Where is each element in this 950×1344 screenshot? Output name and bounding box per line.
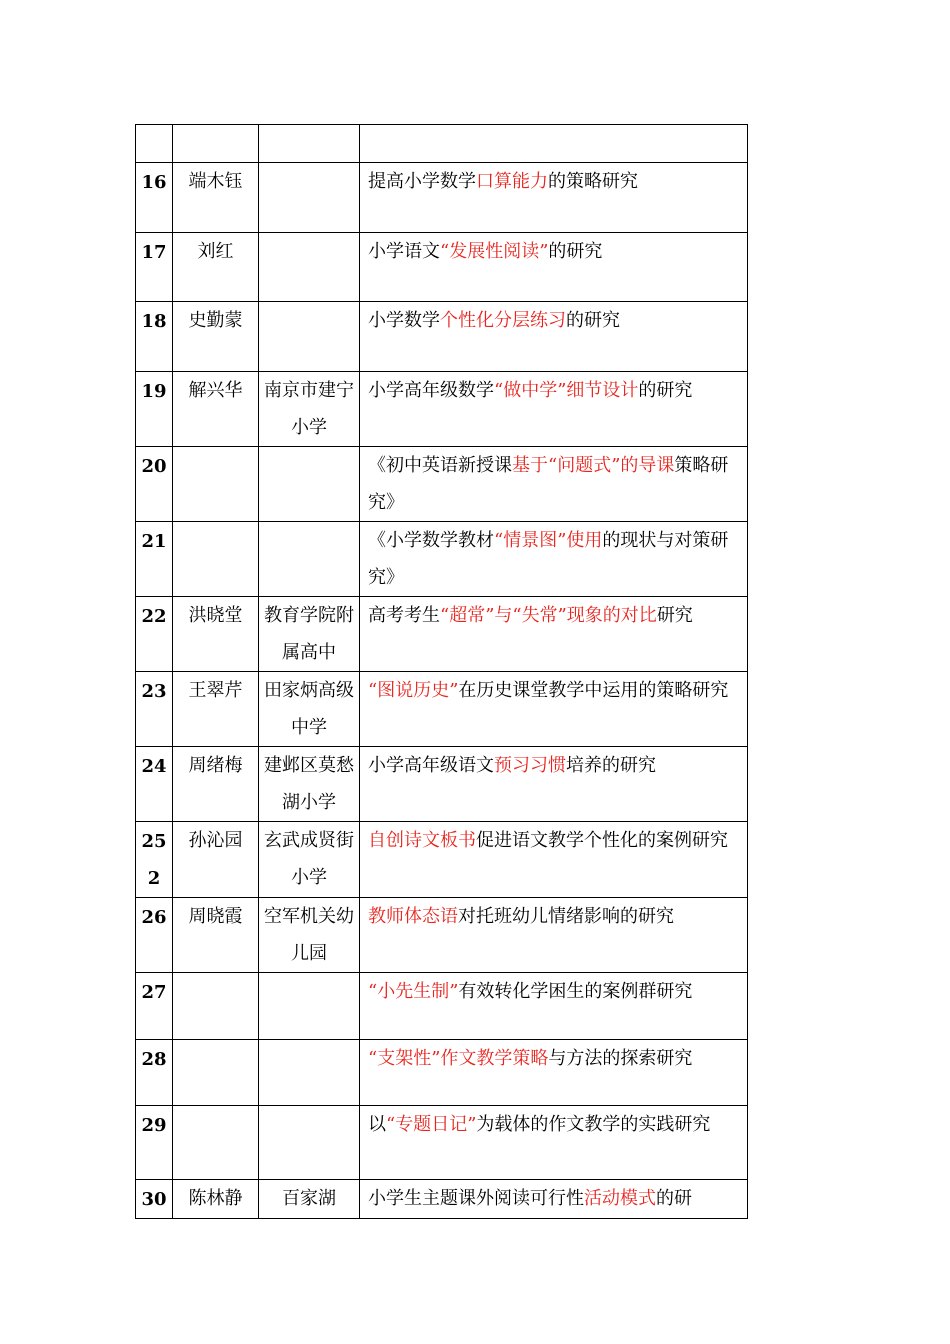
highlighted-keyword: “超常”与“失常”现象的对比 xyxy=(440,605,657,626)
researcher-name: 洪晓堂 xyxy=(173,597,259,672)
row-number xyxy=(136,747,173,822)
topic-text: 有效转化学困生的案例群研究 xyxy=(458,981,693,1002)
table-row xyxy=(136,163,748,233)
highlighted-keyword: “情景图”使用 xyxy=(494,530,603,551)
research-topic xyxy=(360,898,748,973)
row-number xyxy=(136,1106,173,1180)
row-number xyxy=(136,372,173,447)
school-unit xyxy=(259,1106,360,1180)
research-topic xyxy=(360,822,748,898)
row-number xyxy=(136,822,173,898)
topic-text: 小学高年级语文 xyxy=(368,755,494,776)
topic-text: 的策略研究 xyxy=(548,171,638,192)
table-row xyxy=(136,125,748,163)
topic-text: 的现状与对策研究》 xyxy=(368,530,729,588)
research-topic xyxy=(360,302,748,372)
topic-text: 提高小学数学 xyxy=(368,171,476,192)
school-unit: 教育学院附属高中 xyxy=(259,597,360,672)
row-number xyxy=(136,233,173,302)
highlighted-keyword: “做中学”细节设计 xyxy=(494,380,639,401)
school-unit xyxy=(259,447,360,522)
topic-text: 小学生主题课外阅读可行性 xyxy=(368,1188,584,1209)
research-topics-table xyxy=(135,124,748,1219)
school-unit: 南京市建宁小学 xyxy=(259,372,360,447)
table-body xyxy=(136,125,748,1219)
topic-text: 小学数学 xyxy=(368,310,440,331)
highlighted-keyword: “小先生制” xyxy=(368,981,459,1002)
highlighted-keyword: 预习习惯 xyxy=(494,755,566,776)
highlighted-keyword: 自创诗文板书 xyxy=(368,830,476,851)
row-number xyxy=(136,447,173,522)
topic-text: 的研究 xyxy=(638,380,693,401)
row-number-text: 20 xyxy=(141,456,167,477)
table-row xyxy=(136,898,748,973)
research-topic xyxy=(360,1106,748,1180)
researcher-name: 端木钰 xyxy=(173,163,259,233)
topic-text: 的研 xyxy=(656,1188,692,1209)
school-unit xyxy=(259,1040,360,1106)
row-number-text: 21 xyxy=(141,531,167,552)
highlighted-keyword: 个性化分层练习 xyxy=(440,310,566,331)
row-number xyxy=(136,522,173,597)
highlighted-keyword: 教师体态语 xyxy=(368,906,458,927)
research-topic xyxy=(360,597,748,672)
row-number-text: 22 xyxy=(141,606,167,627)
research-topic xyxy=(360,372,748,447)
highlighted-keyword: “图说历史” xyxy=(368,680,459,701)
school-unit: 玄武成贤街小学 xyxy=(259,822,360,898)
row-number-text: 26 xyxy=(141,907,167,928)
row-number xyxy=(136,973,173,1040)
research-topic xyxy=(360,973,748,1040)
researcher-name xyxy=(173,973,259,1040)
topic-text: 的研究 xyxy=(566,310,620,331)
researcher-name: 刘红 xyxy=(173,233,259,302)
row-number-text: 23 xyxy=(141,681,167,702)
table-row xyxy=(136,822,748,898)
row-number xyxy=(136,125,173,163)
row-number-text: 30 xyxy=(141,1189,167,1210)
research-topic xyxy=(360,163,748,233)
highlighted-keyword: 活动模式 xyxy=(584,1188,656,1209)
researcher-name: 王翠芹 xyxy=(173,672,259,747)
researcher-name xyxy=(173,1040,259,1106)
topic-text: 小学语文 xyxy=(368,241,440,262)
research-topic xyxy=(360,522,748,597)
topic-text: 对托班幼儿情绪影响的研究 xyxy=(458,906,674,927)
highlighted-keyword: “专题日记” xyxy=(386,1114,477,1135)
topic-text: 与方法的探索研究 xyxy=(548,1048,693,1069)
row-number-text: 16 xyxy=(141,172,167,193)
row-number-text: 28 xyxy=(141,1049,167,1070)
row-number-text: 17 xyxy=(141,242,167,263)
school-unit xyxy=(259,125,360,163)
row-number xyxy=(136,672,173,747)
researcher-name: 周绪梅 xyxy=(173,747,259,822)
research-topic xyxy=(360,1040,748,1106)
row-number-text: 19 xyxy=(141,381,167,402)
topic-text: 的研究 xyxy=(548,241,603,262)
row-number-text: 27 xyxy=(141,982,167,1003)
highlighted-keyword: “发展性阅读” xyxy=(440,241,549,262)
researcher-name xyxy=(173,125,259,163)
highlighted-keyword: “支架性”作文教学策略 xyxy=(368,1048,549,1069)
topic-text: 高考考生 xyxy=(368,605,440,626)
school-unit xyxy=(259,233,360,302)
row-number xyxy=(136,1040,173,1106)
research-topic xyxy=(360,233,748,302)
row-number-text: 18 xyxy=(141,311,167,332)
research-topic xyxy=(360,1180,748,1219)
row-number xyxy=(136,163,173,233)
researcher-name: 史勤蒙 xyxy=(173,302,259,372)
table-row xyxy=(136,302,748,372)
topic-text: 《初中英语新授课 xyxy=(368,455,512,476)
table-row xyxy=(136,747,748,822)
topic-text: 小学高年级数学 xyxy=(368,380,494,401)
table-row xyxy=(136,1180,748,1219)
highlighted-keyword: 口算能力 xyxy=(476,171,548,192)
topic-text: 以 xyxy=(368,1114,386,1135)
school-unit xyxy=(259,302,360,372)
researcher-name: 解兴华 xyxy=(173,372,259,447)
table-row xyxy=(136,597,748,672)
school-unit xyxy=(259,163,360,233)
school-unit: 空军机关幼儿园 xyxy=(259,898,360,973)
school-unit: 建邺区莫愁湖小学 xyxy=(259,747,360,822)
researcher-name xyxy=(173,447,259,522)
researcher-name: 周晓霞 xyxy=(173,898,259,973)
table-row xyxy=(136,522,748,597)
row-number-text: 29 xyxy=(141,1115,167,1136)
row-number xyxy=(136,597,173,672)
research-topic xyxy=(360,125,748,163)
table-row xyxy=(136,447,748,522)
table-row xyxy=(136,672,748,747)
topic-text: 促进语文教学个性化的案例研究 xyxy=(476,830,728,851)
school-unit: 田家炳高级中学 xyxy=(259,672,360,747)
table-row xyxy=(136,233,748,302)
researcher-name: 孙沁园 xyxy=(173,822,259,898)
researcher-name xyxy=(173,1106,259,1180)
highlighted-keyword: 基于“问题式”的导课 xyxy=(512,455,675,476)
row-number-text: 24 xyxy=(141,756,167,777)
school-unit xyxy=(259,522,360,597)
topic-text: 在历史课堂教学中运用的策略研究 xyxy=(458,680,729,701)
table-row xyxy=(136,372,748,447)
topic-text: 为载体的作文教学的实践研究 xyxy=(476,1114,711,1135)
table-row xyxy=(136,1106,748,1180)
row-number xyxy=(136,1180,173,1219)
researcher-name xyxy=(173,522,259,597)
row-number-text: 252 xyxy=(141,831,167,889)
row-number xyxy=(136,302,173,372)
research-topic xyxy=(360,672,748,747)
topic-text: 策略研究》 xyxy=(368,455,729,513)
table-row xyxy=(136,973,748,1040)
researcher-name: 陈林静 xyxy=(173,1180,259,1219)
row-number xyxy=(136,898,173,973)
topic-text: 《小学数学教材 xyxy=(368,530,494,551)
research-topic xyxy=(360,447,748,522)
topic-text: 研究 xyxy=(656,605,693,626)
research-topic xyxy=(360,747,748,822)
school-unit xyxy=(259,973,360,1040)
school-unit: 百家湖 xyxy=(259,1180,360,1219)
table-row xyxy=(136,1040,748,1106)
topic-text: 培养的研究 xyxy=(566,755,656,776)
